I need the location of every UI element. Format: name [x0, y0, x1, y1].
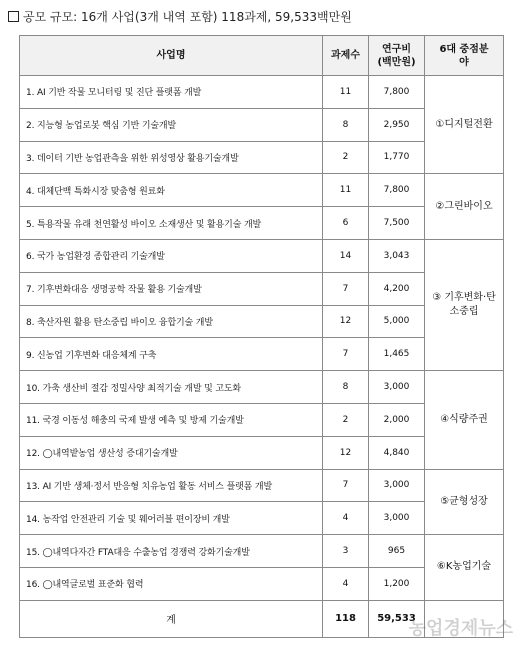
- task-count-cell: 8: [323, 371, 369, 404]
- header-focus-area: 6대 중점분 야: [425, 36, 504, 76]
- header-project-name: 사업명: [20, 36, 323, 76]
- project-name-cell: 1. AI 기반 작물 모니터링 및 진단 플랫폼 개발: [20, 76, 323, 109]
- table-row: [20, 535, 504, 568]
- project-name-cell: 2. 지능형 농업로봇 핵심 기반 기술개발: [20, 108, 323, 141]
- watermark: 농업경제뉴스: [408, 618, 513, 639]
- project-name-cell: 16. ◯내역글로벌 표준화 협력: [20, 567, 323, 600]
- budget-cell: 1,465: [369, 338, 425, 371]
- budget-cell: 1,200: [369, 567, 425, 600]
- total-area-cell: [425, 600, 504, 637]
- budget-cell: 4,840: [369, 436, 425, 469]
- task-count-cell: 8: [323, 108, 369, 141]
- project-name-cell: 15. ◯내역다자간 FTA대응 수출농업 경쟁력 강화기술개발: [20, 535, 323, 568]
- focus-area-cell: ⑤균형성장: [425, 469, 504, 535]
- task-count-cell: 12: [323, 305, 369, 338]
- budget-cell: 965: [369, 535, 425, 568]
- heading: [8, 6, 352, 26]
- task-count-cell: 2: [323, 141, 369, 174]
- project-name-cell: 10. 가축 생산비 절감 정밀사양 최적기술 개발 및 고도화: [20, 371, 323, 404]
- project-name-cell: 5. 특용작물 유래 천연활성 바이오 소재생산 및 활용기술 개발: [20, 207, 323, 240]
- header-budget: 연구비 (백만원): [369, 36, 425, 76]
- task-count-cell: 4: [323, 502, 369, 535]
- header-task-count: 과제수: [323, 36, 369, 76]
- task-count-cell: 6: [323, 207, 369, 240]
- empty-square-icon: [8, 11, 19, 22]
- total-count-cell: 118: [323, 600, 369, 637]
- task-count-cell: 11: [323, 76, 369, 109]
- project-name-cell: 4. 대체단백 특화시장 맞춤형 원료화: [20, 174, 323, 207]
- budget-cell: 4,200: [369, 272, 425, 305]
- focus-area-cell: ①디지털전환: [425, 76, 504, 174]
- budget-cell: 7,500: [369, 207, 425, 240]
- project-name-cell: 13. AI 기반 생체·정서 반응형 치유농업 활동 서비스 플랫폼 개발: [20, 469, 323, 502]
- budget-cell: 2,950: [369, 108, 425, 141]
- task-count-cell: 4: [323, 567, 369, 600]
- budget-cell: 5,000: [369, 305, 425, 338]
- task-count-cell: 14: [323, 239, 369, 272]
- table-row: [20, 371, 504, 404]
- budget-cell: 2,000: [369, 403, 425, 436]
- heading-text: 공모 규모: 16개 사업(3개 내역 포함) 118과제, 59,533백만원: [23, 9, 352, 24]
- task-count-cell: 7: [323, 272, 369, 305]
- budget-cell: 3,000: [369, 469, 425, 502]
- task-count-cell: 7: [323, 338, 369, 371]
- project-name-cell: 7. 기후변화대응 생명공학 작물 활용 기술개발: [20, 272, 323, 305]
- budget-cell: 1,770: [369, 141, 425, 174]
- table-row: [20, 76, 504, 109]
- total-budget-cell: 59,533: [369, 600, 425, 637]
- task-count-cell: 12: [323, 436, 369, 469]
- project-name-cell: 9. 신농업 기후변화 대응체계 구축: [20, 338, 323, 371]
- table-header-row: [20, 36, 504, 76]
- table-row: [20, 174, 504, 207]
- budget-cell: 7,800: [369, 174, 425, 207]
- focus-area-cell: ③ 기후변화·탄 소중립: [425, 239, 504, 370]
- total-row: [20, 600, 504, 637]
- project-name-cell: 8. 축산자원 활용 탄소중립 바이오 융합기술 개발: [20, 305, 323, 338]
- task-count-cell: 3: [323, 535, 369, 568]
- project-name-cell: 3. 데이터 기반 농업관측을 위한 위성영상 활용기술개발: [20, 141, 323, 174]
- table-row: [20, 469, 504, 502]
- table-row: [20, 239, 504, 272]
- budget-cell: 3,000: [369, 502, 425, 535]
- task-count-cell: 7: [323, 469, 369, 502]
- task-count-cell: 11: [323, 174, 369, 207]
- focus-area-cell: ④식량주권: [425, 371, 504, 469]
- budget-table-container: [19, 35, 503, 638]
- focus-area-cell: ②그린바이오: [425, 174, 504, 240]
- budget-cell: 3,043: [369, 239, 425, 272]
- project-name-cell: 12. ◯내역밭농업 생산성 증대기술개발: [20, 436, 323, 469]
- total-label-cell: 계: [20, 600, 323, 637]
- project-name-cell: 11. 국경 이동성 해충의 국제 발생 예측 및 방제 기술개발: [20, 403, 323, 436]
- budget-table: [19, 35, 504, 638]
- project-name-cell: 6. 국가 농업환경 종합관리 기술개발: [20, 239, 323, 272]
- budget-cell: 7,800: [369, 76, 425, 109]
- budget-cell: 3,000: [369, 371, 425, 404]
- task-count-cell: 2: [323, 403, 369, 436]
- project-name-cell: 14. 농작업 안전관리 기술 및 웨어러블 편이장비 개발: [20, 502, 323, 535]
- focus-area-cell: ⑥K농업기술: [425, 535, 504, 601]
